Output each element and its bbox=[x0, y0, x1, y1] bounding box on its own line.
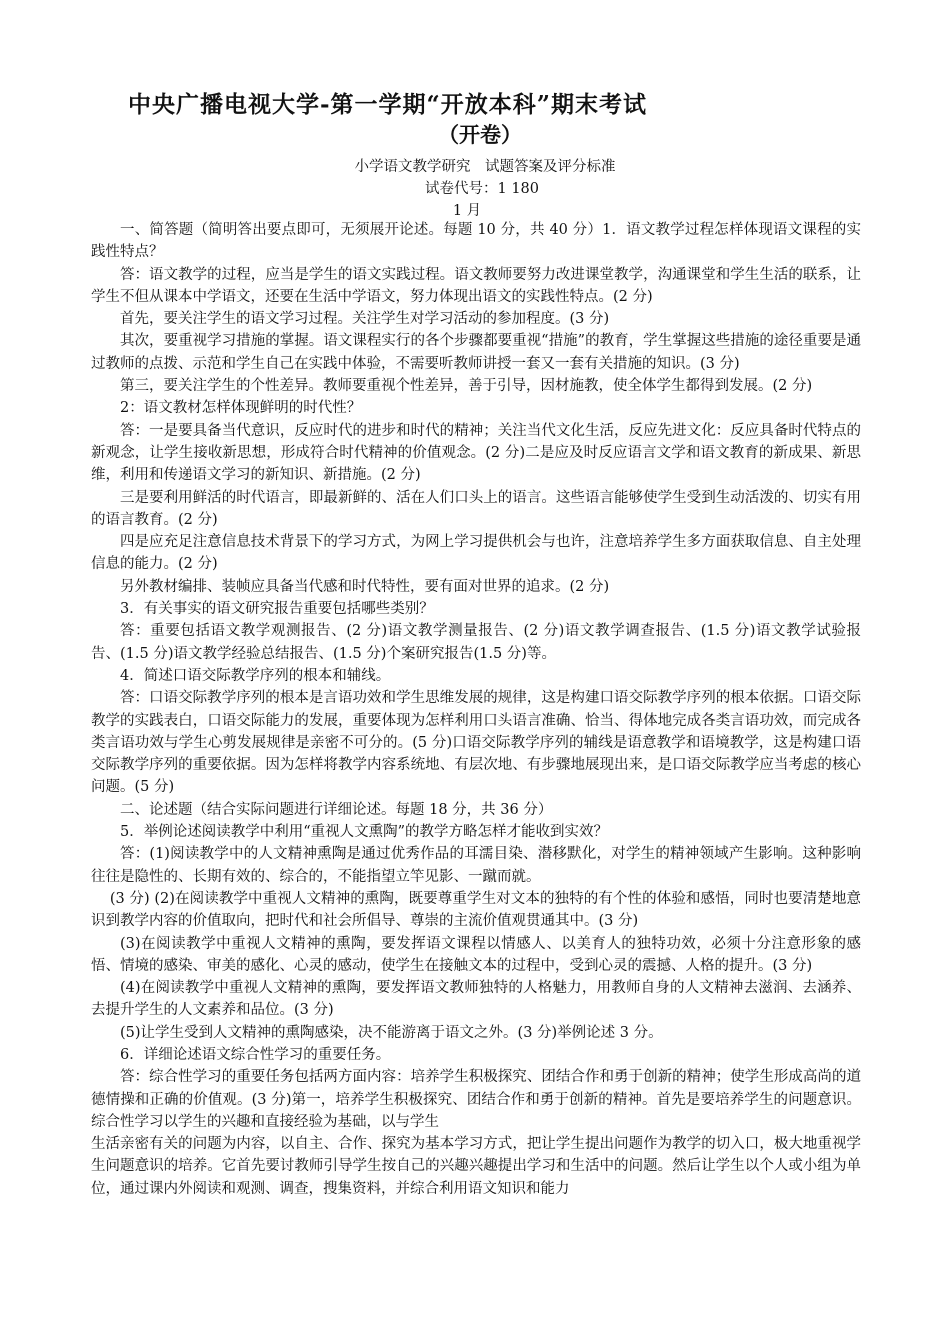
answer-body bbox=[91, 219, 861, 1200]
question-heading: 6．详细论述语文综合性学习的重要任务。 bbox=[120, 1046, 391, 1063]
question-heading: 5．举例论述阅读教学中利用“重视人文熏陶”的教学方略怎样才能收到实效？ bbox=[120, 824, 609, 841]
exam-title: 中央广播电视大学-第一学期“开放本科”期末考试 bbox=[128, 91, 648, 118]
question-heading: 2：语文教材怎样体现鲜明的时代性？ bbox=[120, 400, 362, 417]
question-heading: 3．有关事实的语文研究报告重要包括哪些类别？ bbox=[120, 601, 434, 618]
answer-paragraph: 答：(1)阅读教学中的人文精神熏陶是通过优秀作品的耳濡目染、潜移默化，对学生的精神领域产生影响。这种影响往往是隐性的、长期有效的、综合的，不能指望立竿见影、一蹴而就。 bbox=[91, 846, 861, 885]
subject-line: 小学语文教学研究 试题答案及评分标准 bbox=[354, 159, 616, 175]
section-heading: 一、简答题（简明答出要点即可，无须展开论述。每题 10 分，共 40 分）1．语文教学过程怎样体现语文课程的实践性特点？ bbox=[91, 222, 861, 261]
answer-paragraph: 答：语文教学的过程，应当是学生的语文实践过程。语文教师要努力改进课堂教学，沟通课堂和学生生活的联系，让学生不但从课本中学语文，还要在生活中学语文，努力体现出语文的实践性特点。(2 分) bbox=[91, 266, 861, 305]
answer-paragraph: 答：重要包括语文教学观测报告、(2 分)语文教学测量报告、(2 分)语文教学调查报告、(1.5 分)语文教学试验报告、(1.5 分)语文教学经验总结报告、(1.5 分)个案研究报告(1.5 分)等。 bbox=[91, 623, 861, 662]
answer-paragraph: 三是要利用鲜活的时代语言，即最新鲜的、活在人们口头上的语言。这些语言能够使学生受到生动活泼的、切实有用的语言教育。(2 分) bbox=[91, 489, 861, 528]
answer-paragraph: (3)在阅读教学中重视人文精神的熏陶，要发挥语文课程以情感人、以美育人的独特功效，必须十分注意形象的感悟、情境的感染、审美的感化、心灵的感动，使学生在接触文本的过程中，受到心灵的震撼、人格的提升。(3 分) bbox=[91, 935, 861, 974]
answer-paragraph: 首先，要关注学生的语文学习过程。关注学生对学习活动的参加程度。(3 分) bbox=[120, 311, 610, 328]
answer-paragraph: 生活亲密有关的问题为内容，以自主、合作、探究为基本学习方式，把让学生提出问题作为教学的切入口，极大地重视学生问题意识的培养。它首先要讨教师引导学生按自己的兴趣兴趣提出学习和生活中的问题。然后让学生以个人或小组为单位，通过课内外阅读和观测、调查，搜集资料，并综合利用语文知识和能力 bbox=[91, 1136, 861, 1197]
question-heading: 4．简述口语交际教学序列的根本和辅线。 bbox=[120, 667, 391, 684]
answer-paragraph: 第三，要关注学生的个性差异。教师要重视个性差异，善于引导，因材施教，使全体学生都得到发展。(2 分) bbox=[120, 378, 813, 395]
answer-paragraph: (4)在阅读教学中重视人文精神的熏陶，要发挥语文教师独特的人格魅力，用教师自身的人文精神去滋润、去涵养、去提升学生的人文素养和品位。(3 分) bbox=[91, 980, 861, 1019]
exam-month: 1 月 bbox=[452, 203, 482, 219]
answer-paragraph: (3 分) (2)在阅读教学中重视人文精神的熏陶，既要尊重学生对文本的独特的有个性的体验和感悟，同时也要清楚地意识到教学内容的价值取向，把时代和社会所倡导、尊崇的主流价值观贯通其中。(3 分) bbox=[91, 890, 861, 930]
answer-paragraph: (5)让学生受到人文精神的熏陶感染，决不能游离于语文之外。(3 分)举例论述 3 分。 bbox=[120, 1024, 663, 1041]
answer-paragraph: 答：口语交际教学序列的根本是言语功效和学生思维发展的规律，这是构建口语交际教学序列的根本依据。口语交际教学的实践表白，口语交际能力的发展，重要体现为怎样利用口头语言准确、恰当、得体地完成各类言语功效，而完成各类言语功效与学生心剪发展规律是亲密不可分的。(5 分)口语交际教学序列的辅线是语意教学和语境教学，这是构建口语交际教学序列的重要依据。因为怎样将教学内容系统地、有层次地、有步骤地展现出来，是口语交际教学应当考虑的核心问题。(5 分) bbox=[91, 690, 861, 796]
answer-paragraph: 四是应充足注意信息技术背景下的学习方式，为网上学习提供机会与也许，注意培养学生多方面获取信息、自主处理信息的能力。(2 分) bbox=[91, 534, 861, 573]
answer-paragraph: 答：一是要具备当代意识，反应时代的进步和时代的精神；关注当代文化生活，反应先进文化：反应具备时代特点的新观念，让学生接收新思想，形成符合时代精神的价值观念。(2 分)二是应及时反应语言文学和语文教育的新成果、新思维，利用和传递语文学习的新知识、新措施。(2 分) bbox=[91, 422, 861, 484]
exam-subtitle: （开卷） bbox=[438, 122, 522, 147]
answer-paragraph: 答：综合性学习的重要任务包括两方面内容：培养学生积极探究、团结合作和勇于创新的精神；使学生形成高尚的道德情操和正确的价值观。(3 分)第一，培养学生积极探究、团结合作和勇于创新的精神。首先是要培养学生的问题意识。综合性学习以学生的兴趣和直接经验为基础，以与学生 bbox=[91, 1069, 861, 1130]
answer-paragraph: 其次，要重视学习措施的掌握。语文课程实行的各个步骤都要重视“措施”的教育，学生掌握这些措施的途径重要是通过教师的点拨、示范和学生自己在实践中体验，不需要听教师讲授一套又一套有关措施的知识。(3 分) bbox=[91, 333, 861, 372]
section-heading: 二、论述题（结合实际问题进行详细论述。每题 18 分，共 36 分） bbox=[120, 801, 553, 818]
paper-code: 试卷代号：1 180 bbox=[424, 181, 539, 197]
answer-paragraph: 另外教材编排、装帧应具备当代感和时代特性，要有面对世界的追求。(2 分) bbox=[120, 578, 610, 595]
